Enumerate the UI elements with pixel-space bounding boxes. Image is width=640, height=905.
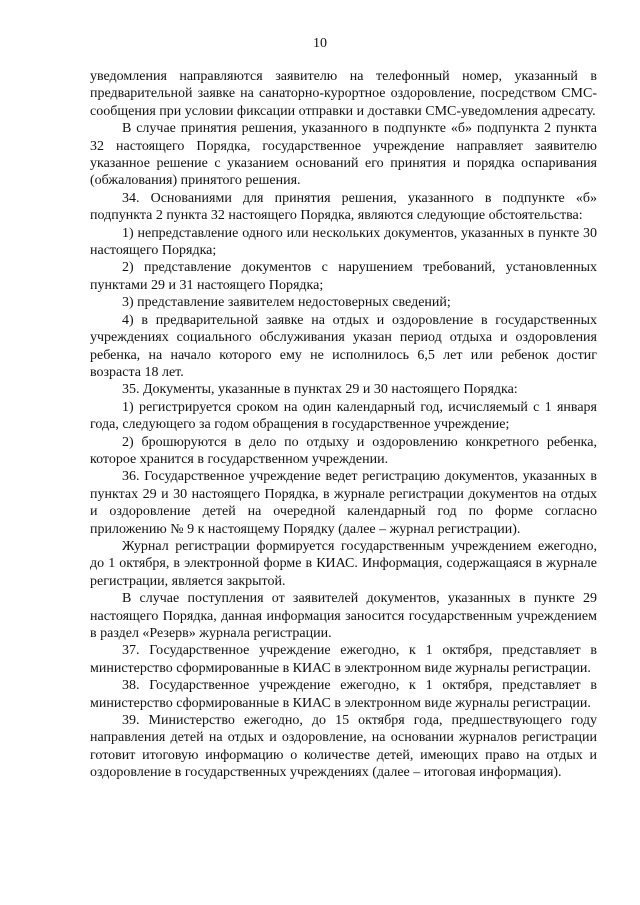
paragraph-39: 39. Министерство ежегодно, до 15 октября года, предшествующего году направления детей на отдых и оздоровление, на основании журналов регистрации готовит итоговую информацию о количестве детей, имеющих право на отдых и оздоровление в государственных учреждениях (далее – итоговая информация). xyxy=(90,713,597,781)
paragraph-34-item-3: 3) представление заявителем недостоверных сведений; xyxy=(122,295,451,311)
paragraph-36-journal: Журнал регистрации формируется государственным учреждением ежегодно, до 1 октября, в электронной форме в КИАС. Информация, содержащаяся в журнале регистрации, является закрытой. xyxy=(90,538,597,589)
paragraph-36: 36. Государственное учреждение ведет регистрацию документов, указанных в пунктах 29 и 30 настоящего Порядка, в журнале регистрации документов на отдых и оздоровление детей на очередной календарный год по форме согласно приложению № 9 к настоящему Порядку (далее – журнал регистрации). xyxy=(90,469,597,537)
paragraph-36-reserve: В случае поступления от заявителей документов, указанных в пункте 29 настоящего Порядка, данная информация заносится государственным учреждением в раздел «Резерв» журнала регистрации. xyxy=(90,591,597,641)
paragraph-34-item-2: 2) представление документов с нарушением требований, установленных пунктами 29 и 31 настоящего Порядка; xyxy=(90,260,597,293)
paragraph-34-item-1: 1) непредставление одного или нескольких документов, указанных в пункте 30 настоящего Порядка; xyxy=(90,225,597,259)
paragraph-34-item-4: 4) в предварительной заявке на отдых и оздоровление в государственных учреждениях социального обслуживания указан период отдыха и оздоровления ребенка, на начало которого ему не исполнилось 6,5 лет или ребенок достиг возраста 18 лет. xyxy=(90,312,597,380)
paragraph-35-item-1: 1) регистрируется сроком на один календарный год, исчисляемый с 1 января года, следующего за годом обращения в государственное учреждение; xyxy=(90,399,597,433)
page-number: 10 xyxy=(313,36,327,51)
document-body xyxy=(90,68,597,782)
paragraph-continuation: уведомления направляются заявителю на телефонный номер, указанный в предварительной заявке на санаторно-курортное оздоровление, посредством СМС-сообщения при условии фиксации отправки и доставки СМС-уведомления адресату. xyxy=(90,69,597,119)
paragraph-35: 35. Документы, указанные в пунктах 29 и 30 настоящего Порядка: xyxy=(122,382,518,398)
paragraph-34: 34. Основаниями для принятия решения, указанного в подпункте «б» подпункта 2 пункта 32 настоящего Порядка, являются следующие обстоятельства: xyxy=(90,190,597,224)
paragraph-38: 38. Государственное учреждение ежегодно, к 1 октября, представляет в министерство сформированные в КИАС в электронном виде журналы регистрации. xyxy=(90,678,597,711)
paragraph-37: 37. Государственное учреждение ежегодно, к 1 октября, представляет в министерство сформированные в КИАС в электронном виде журналы регистрации. xyxy=(90,643,597,676)
paragraph-35-item-2: 2) брошюруются в дело по отдыху и оздоровлению конкретного ребенка, которое хранится в государственном учреждении. xyxy=(90,434,597,467)
paragraph-decision-notice: В случае принятия решения, указанного в подпункте «б» подпункта 2 пункта 32 настоящего Порядка, государственное учреждение направляет заявителю указанное решение с указанием оснований его принятия и порядка оспаривания (обжалования) принятого решения. xyxy=(90,121,597,189)
